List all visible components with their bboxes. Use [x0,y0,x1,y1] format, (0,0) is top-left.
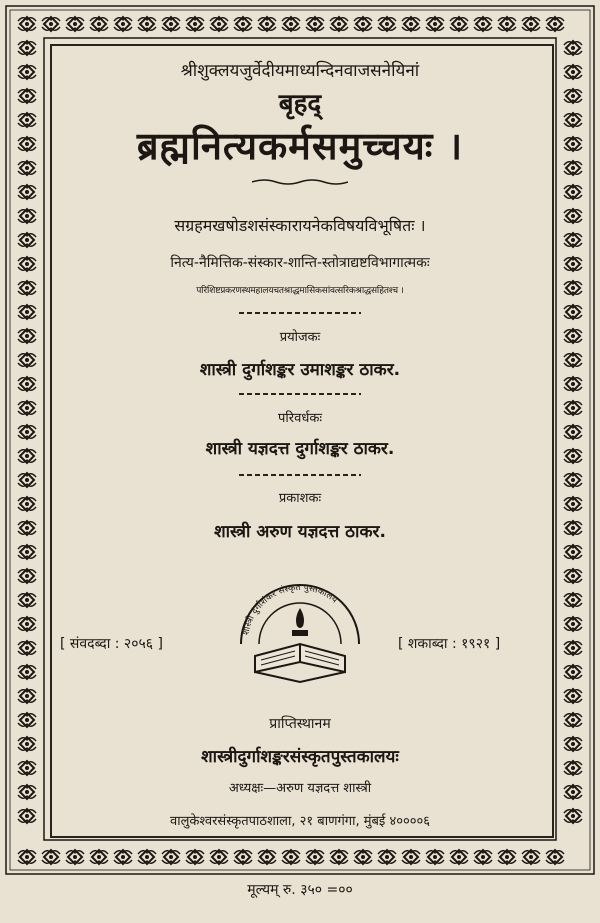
border-knot [66,17,84,31]
border-knot [378,17,396,31]
divider [239,474,361,476]
border-knot [330,17,348,31]
border-knot [18,473,36,487]
border-knot [282,17,300,31]
border-knot [42,17,60,31]
subtitle-line-1: सग्रहमखषोडशसंस्कारायनेकविषयविभूषितः । [174,216,426,235]
library-name: शास्त्रीदुर्गाशङ्करसंस्कृतपुस्तकालयः [201,747,399,767]
border-knot [114,17,132,31]
border-knot [306,850,324,864]
border-knot [18,41,36,55]
border-knot [564,545,582,559]
editor-name: शास्त्री यज्ञदत्त दुर्गाशङ्कर ठाकर. [205,439,395,459]
title-prefix: बृहद् [278,89,322,119]
border-knot [282,850,300,864]
border-knot [18,185,36,199]
compiler-label: प्रयोजकः [279,330,321,345]
border-knot [18,617,36,631]
subtitle-line-2: नित्य-नैमित्तिक-संस्कार-शान्ति-स्तोत्राद्यष्टविभागात्मकः [170,255,430,271]
border-knot [186,850,204,864]
compiler-name: शास्त्री दुर्गाशङ्कर उमाशङ्कर ठाकर. [199,360,401,380]
border-knot [354,17,372,31]
border-knot [522,17,540,31]
border-knot [564,641,582,655]
divider [239,393,361,395]
border-knot [498,17,516,31]
border-knot [564,593,582,607]
border-knot [402,17,420,31]
border-knot [18,850,36,864]
border-knot [564,665,582,679]
border-knot [564,473,582,487]
border-knot [66,850,84,864]
library-emblem-logo [225,572,375,692]
price: मूल्यम् रु. ३५० =०० [247,882,353,898]
publisher-label: प्रकाशकः [278,491,322,506]
border-knot [522,850,540,864]
border-knot [234,850,252,864]
border-knot [114,850,132,864]
border-knot [18,665,36,679]
border-knot [18,593,36,607]
border-knot [90,850,108,864]
border-knot [564,41,582,55]
border-knot [18,305,36,319]
title-ornament [252,178,348,186]
border-knot [210,850,228,864]
border-knot [18,641,36,655]
border-knot [426,17,444,31]
border-knot [474,850,492,864]
address-line: वालुकेश्वरसंस्कृतपाठशाला, २१ बाणगंगा, मुंबई ४००००६ [169,814,431,829]
border-knot [426,850,444,864]
border-knot [42,850,60,864]
border-knot [258,17,276,31]
border-knot [306,17,324,31]
border-knot [498,850,516,864]
border-knot [564,617,582,631]
publisher-name: शास्त्री अरुण यज्ञदत्त ठाकर. [214,522,386,542]
main-title: ब्रह्मनित्यकर्मसमुच्चयः । [136,124,464,168]
divider [239,312,361,314]
border-knot [450,17,468,31]
border-knot [564,305,582,319]
shaka-year: [ शकाब्दा : १९२१ ] [398,636,501,652]
border-knot [258,850,276,864]
border-knot [564,569,582,583]
border-knot [474,17,492,31]
border-knot [90,17,108,31]
border-knot [378,850,396,864]
border-knot [210,17,228,31]
border-knot [546,850,564,864]
border-knot [186,17,204,31]
border-knot [450,850,468,864]
svg-text:शास्त्री दुर्गाशंकर संस्कृत पु [241,583,339,636]
availability-label: प्राप्तिस्थानम [269,716,331,732]
subtitle-line-3: परिशिष्टप्रकरणस्थमहालयचतश्राद्धमासिकसांवत्सरिकश्राद्धसहितश्च । [196,286,404,296]
border-knot [354,850,372,864]
border-knot [546,17,564,31]
border-knot [402,850,420,864]
border-knot [138,850,156,864]
border-knot [18,17,36,31]
border-knot [564,689,582,703]
emblem-ring-text: शास्त्री दुर्गाशंकर संस्कृत पुस्तकालय [241,582,340,637]
samvat-year: [ संवदब्दा : २०५६ ] [60,636,163,652]
border-knot [18,545,36,559]
border-knot [234,17,252,31]
border-knot [162,17,180,31]
border-knot [18,569,36,583]
border-knot [162,850,180,864]
editor-label: परिवर्धकः [278,411,322,426]
border-knot [18,689,36,703]
border-knot [138,17,156,31]
series-title: श्रीशुक्लयजुर्वेदीयमाध्यन्दिनवाजसनेयिनां [180,61,420,81]
border-knot [330,850,348,864]
border-knot [564,185,582,199]
president-line: अध्यक्षः—अरुण यज्ञदत्त शास्त्री [228,781,372,796]
